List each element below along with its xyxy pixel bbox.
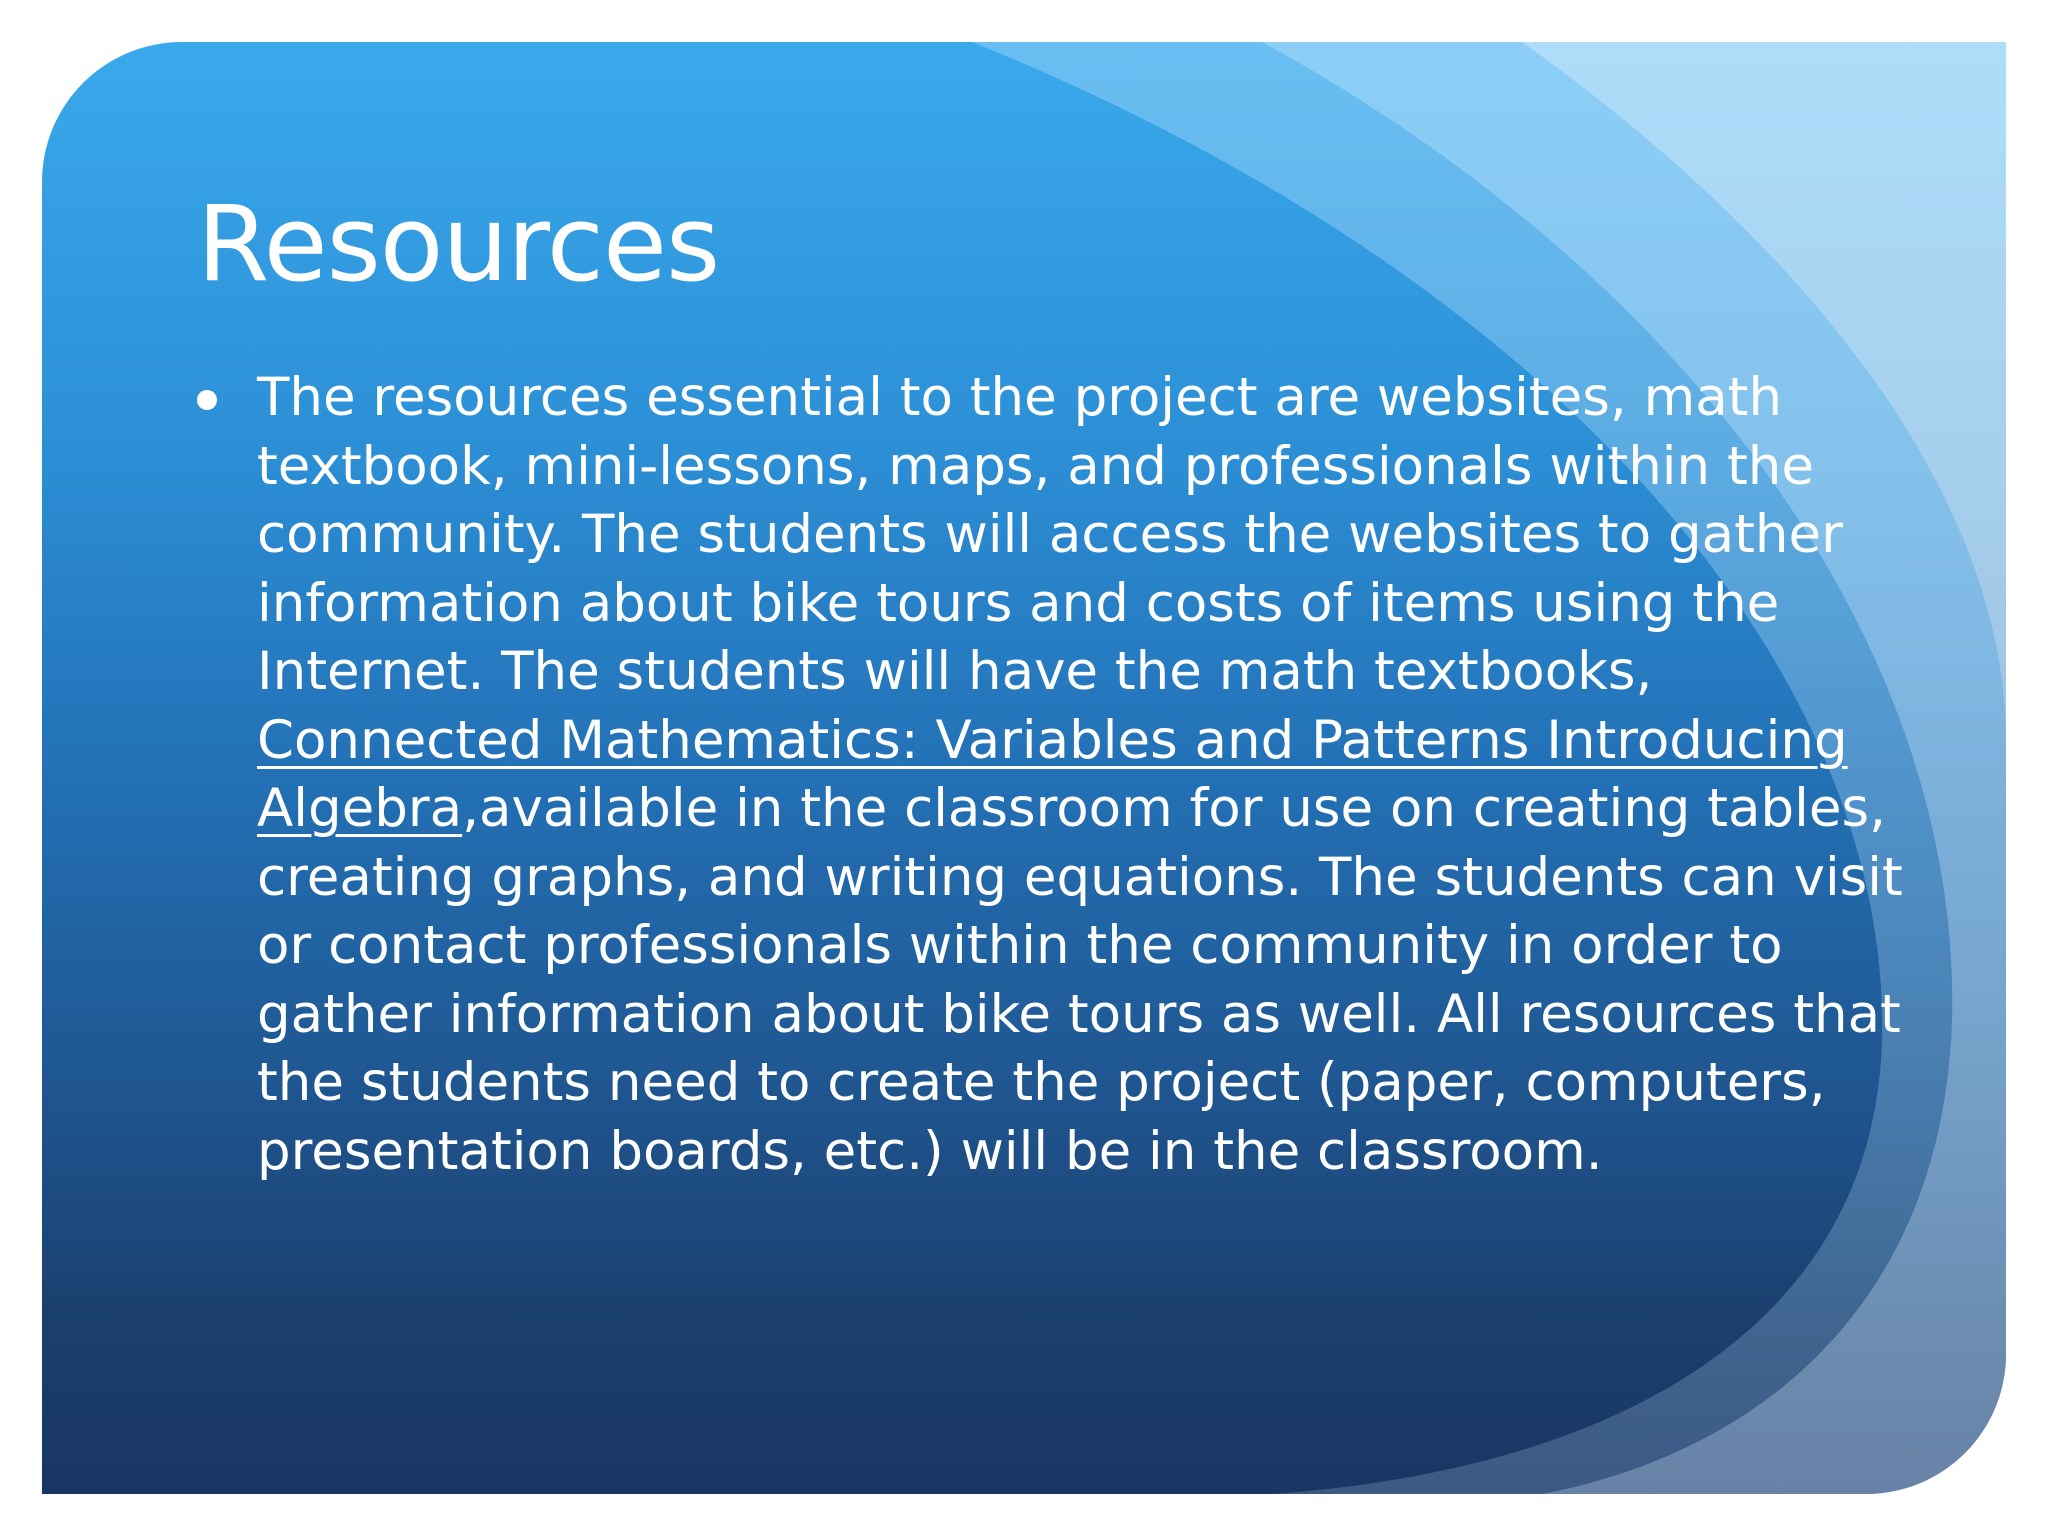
bullet-text-part-2: ,available in the classroom for use on creating tables, creating graphs, and writing equations. The students can visit or contact professionals within the community in order to gather information about bike tours as well. All resources that the students need to create the project (paper, computers, presentation boards, etc.) will be in the classroom. — [257, 778, 1903, 1182]
bullet-dot-icon — [197, 390, 217, 410]
textbook-title: Connected Mathematics: Variables and Patterns Introducing Algebra — [257, 709, 1848, 839]
slide-title: Resources — [197, 183, 720, 305]
bullet-item — [197, 364, 1917, 1186]
slide — [42, 42, 2006, 1494]
bullet-text — [257, 364, 1917, 1186]
bullet-text-part-1: The resources essential to the project are websites, math textbook, mini-lessons, maps, and professionals within the community. The students will access the websites to gather information about bike tours and costs of items using the Internet. The students will have the math textbooks, — [257, 367, 1843, 702]
